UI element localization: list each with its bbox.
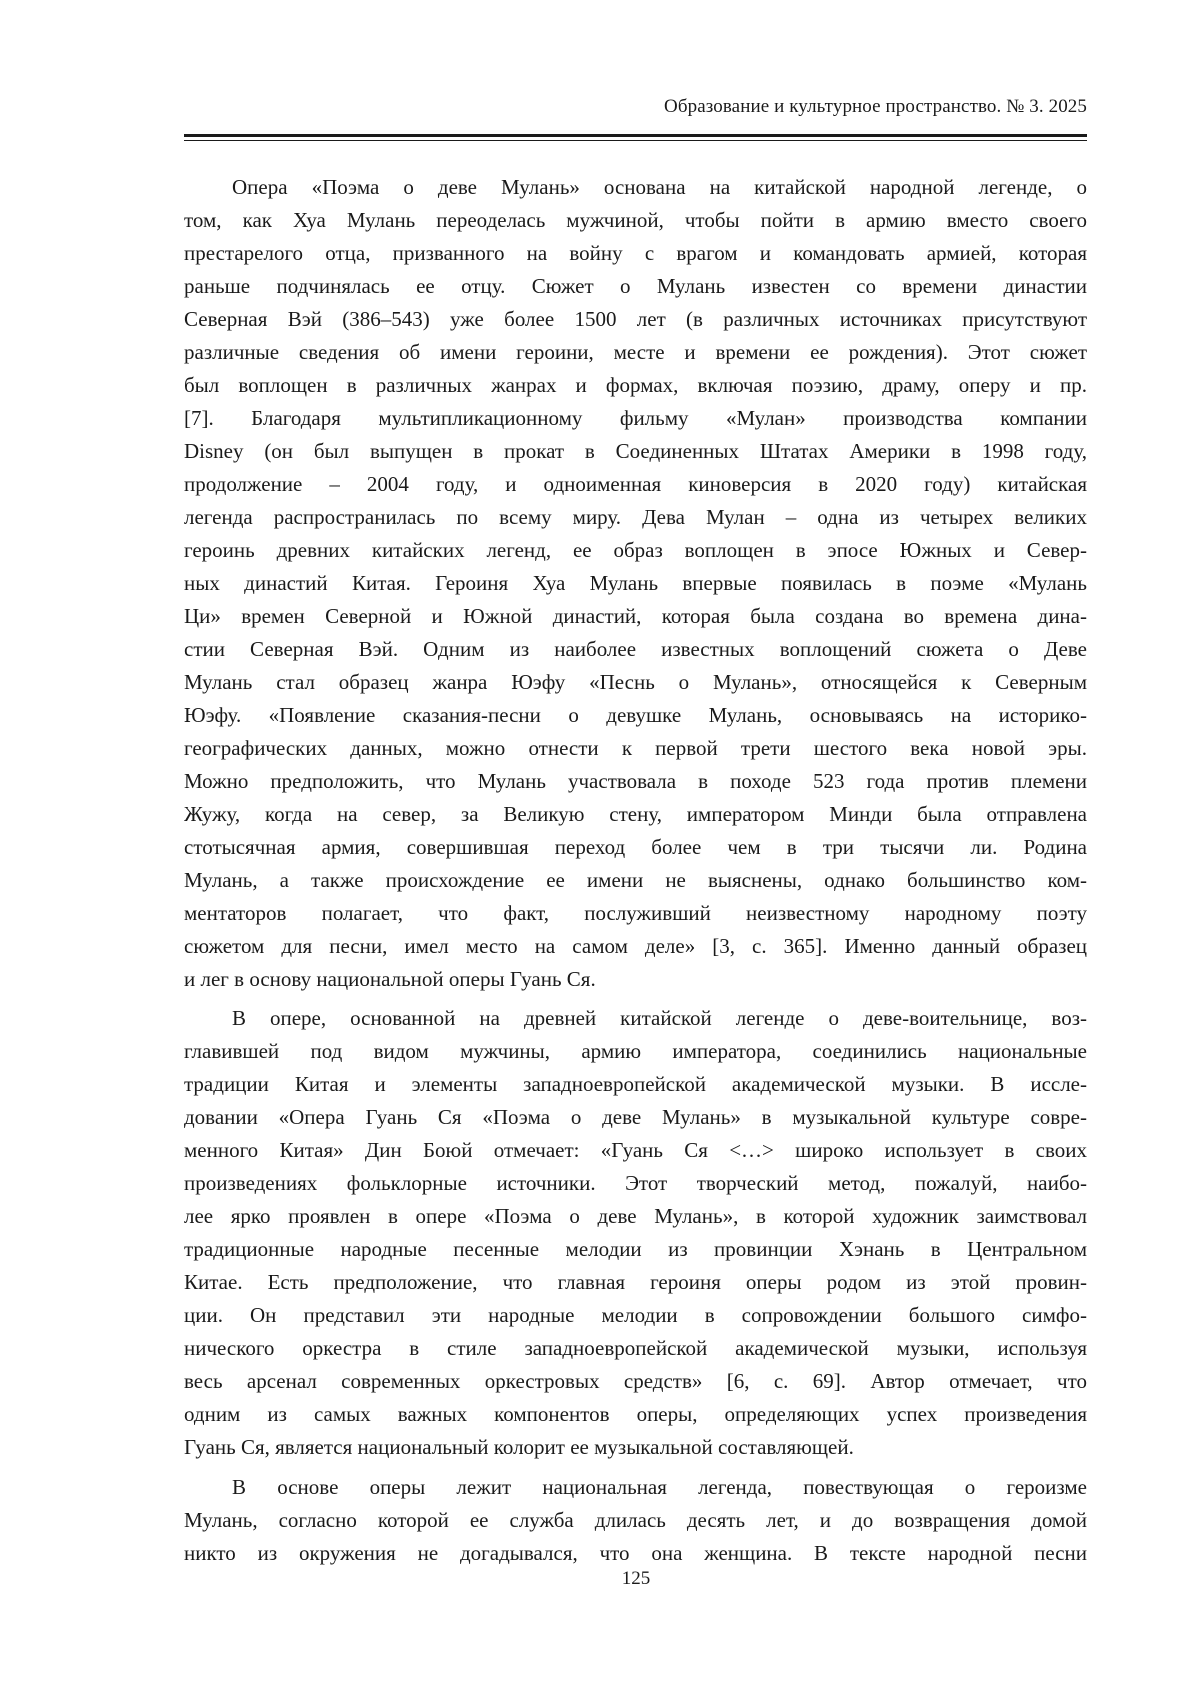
text-line: традиционные народные песенные мелодии из провинции Хэнань в Центральном [184,1237,1087,1261]
text-line: Можно предположить, что Мулань участвовала в походе 523 года против племени [184,769,1087,793]
paragraph-1 [184,171,1087,996]
text-line: никто из окружения не догадывался, что она женщина. В тексте народной песни [184,1541,1087,1565]
paragraph-2 [184,1002,1087,1464]
article-body [184,171,1087,1570]
text-line: В опере, основанной на древней китайской легенде о деве-воительнице, воз- [232,1006,1087,1030]
text-line: одним из самых важных компонентов оперы, определяющих успех произведения [184,1402,1087,1426]
text-line: был воплощен в различных жанрах и формах, включая поэзию, драму, оперу и пр. [184,373,1087,397]
text-line: менного Китая» Дин Боюй отмечает: «Гуань Ся <…> широко использует в своих [184,1138,1087,1162]
running-head: Образование и культурное пространство. № 3. 2025 [664,96,1087,117]
text-line: и лег в основу национальной оперы Гуань Ся. [184,967,596,991]
text-line: Китае. Есть предположение, что главная героиня оперы родом из этой провин- [184,1270,1087,1294]
text-line: [7]. Благодаря мультипликационному фильму «Мулан» производства компании [184,406,1087,430]
text-line: продолжение – 2004 году, и одноименная киноверсия в 2020 году) китайская [184,472,1087,496]
text-line: престарелого отца, призванного на войну с врагом и командовать армией, которая [184,241,1087,265]
text-line: Северная Вэй (386–543) уже более 1500 лет (в различных источниках присутствуют [184,307,1087,331]
text-line: ных династий Китая. Героиня Хуа Мулань впервые появилась в поэме «Мулань [184,571,1087,595]
text-line: сюжетом для песни, имел место на самом деле» [3, с. 365]. Именно данный образец [184,934,1087,958]
text-line: весь арсенал современных оркестровых средств» [6, с. 69]. Автор отмечает, что [184,1369,1087,1393]
text-line: легенда распространилась по всему миру. Дева Мулан – одна из четырех великих [184,505,1087,529]
text-line: ции. Он представил эти народные мелодии в сопровождении большого симфо- [184,1303,1087,1327]
text-line: традиции Китая и элементы западноевропейской академической музыки. В иссле- [184,1072,1087,1096]
text-line: раньше подчинялась ее отцу. Сюжет о Мулань известен со времени династии [184,274,1087,298]
paragraph-3 [184,1471,1087,1570]
header-rule-thin [184,140,1087,141]
text-line: произведениях фольклорные источники. Этот творческий метод, пожалуй, наибо- [184,1171,1087,1195]
text-line: главившей под видом мужчины, армию императора, соединились национальные [184,1039,1087,1063]
text-line: ментаторов полагает, что факт, послуживший неизвестному народному поэту [184,901,1087,925]
text-line: нического оркестра в стиле западноевропейской академической музыки, используя [184,1336,1087,1360]
text-line: Disney (он был выпущен в прокат в Соединенных Штатах Америки в 1998 году, [184,439,1087,463]
text-line: Мулань, а также происхождение ее имени не выяснены, однако большинство ком- [184,868,1087,892]
text-line: героинь древних китайских легенд, ее образ воплощен в эпосе Южных и Север- [184,538,1087,562]
text-line: Мулань, согласно которой ее служба длилась десять лет, и до возвращения домой [184,1508,1087,1532]
text-line: том, как Хуа Мулань переоделась мужчиной, чтобы пойти в армию вместо своего [184,208,1087,232]
text-line: Юэфу. «Появление сказания-песни о девушке Мулань, основываясь на историко- [184,703,1087,727]
text-line: Ци» времен Северной и Южной династий, которая была создана во времена дина- [184,604,1087,628]
text-line: географических данных, можно отнести к первой трети шестого века новой эры. [184,736,1087,760]
text-line: Опера «Поэма о деве Мулань» основана на китайской народной легенде, о [232,175,1087,199]
text-line: Гуань Ся, является национальный колорит ее музыкальной составляющей. [184,1435,854,1459]
text-line: Жужу, когда на север, за Великую стену, императором Минди была отправлена [184,802,1087,826]
text-line: В основе оперы лежит национальная легенда, повествующая о героизме [232,1475,1087,1499]
page-number: 125 [621,1568,651,1589]
text-line: лее ярко проявлен в опере «Поэма о деве Мулань», в которой художник заимствовал [184,1204,1087,1228]
text-line: довании «Опера Гуань Ся «Поэма о деве Мулань» в музыкальной культуре совре- [184,1105,1087,1129]
text-line: стии Северная Вэй. Одним из наиболее известных воплощений сюжета о Деве [184,637,1087,661]
text-line: стотысячная армия, совершившая переход более чем в три тысячи ли. Родина [184,835,1087,859]
text-line: различные сведения об имени героини, месте и времени ее рождения). Этот сюжет [184,340,1087,364]
header-rule-thick [184,134,1087,137]
text-line: Мулань стал образец жанра Юэфу «Песнь о Мулань», относящейся к Северным [184,670,1087,694]
